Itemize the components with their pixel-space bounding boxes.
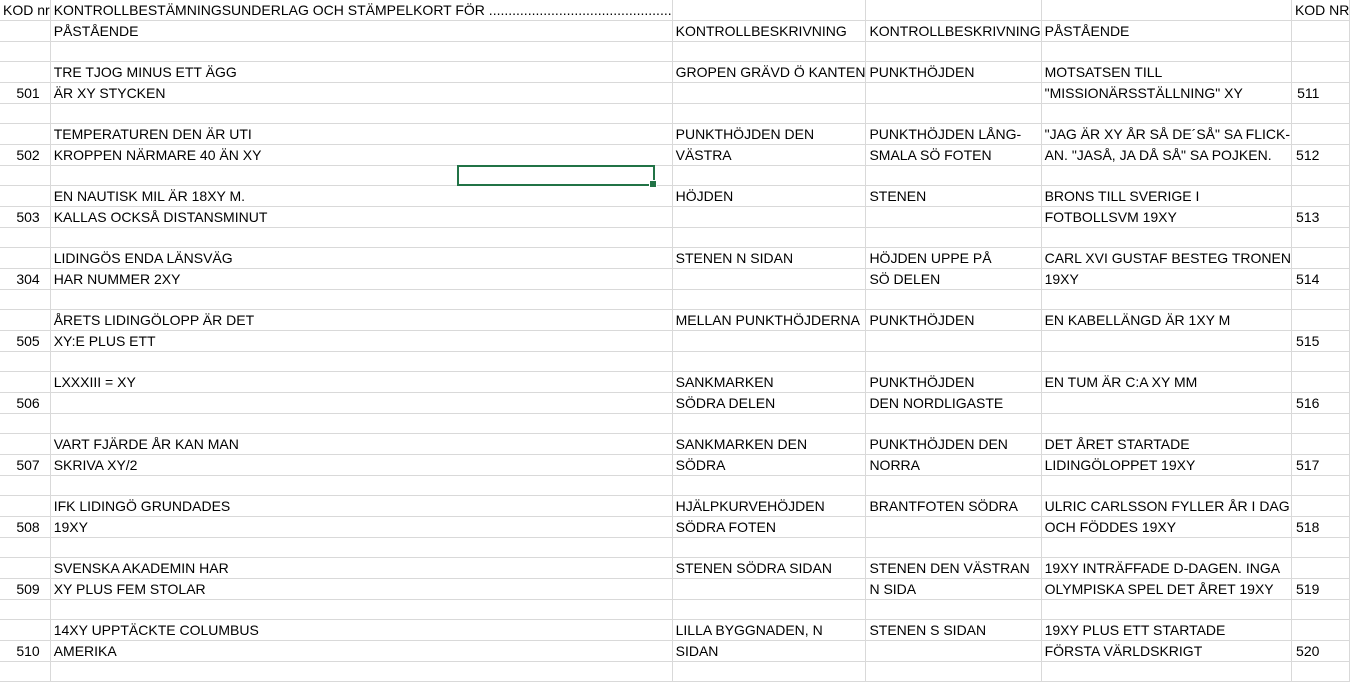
table-row: [0, 372, 1350, 393]
cell[interactable]: [866, 166, 1041, 186]
col-header-kontrollbeskrivning-1[interactable]: KONTROLLBESKRIVNING: [672, 21, 866, 42]
table-row: [0, 579, 1350, 600]
statement-cell[interactable]: BRONS TILL SVERIGE I: [1041, 186, 1291, 207]
cell[interactable]: [0, 310, 50, 331]
statement-cell[interactable]: 19XY: [50, 517, 672, 538]
cell[interactable]: [1291, 538, 1349, 558]
cell[interactable]: [672, 290, 866, 310]
code-number-left[interactable]: 503: [0, 207, 50, 228]
control-description-cell[interactable]: NORRA: [866, 455, 1041, 476]
control-description-cell[interactable]: [672, 269, 866, 290]
cell[interactable]: [672, 166, 866, 186]
code-number-left[interactable]: 510: [0, 641, 50, 662]
statement-cell[interactable]: EN NAUTISK MIL ÄR 18XY M.: [50, 186, 672, 207]
cell[interactable]: [866, 662, 1041, 682]
table-row: [0, 393, 1350, 414]
cell[interactable]: [672, 228, 866, 248]
cell[interactable]: [1291, 476, 1349, 496]
control-description-cell[interactable]: STENEN N SIDAN: [672, 248, 866, 269]
cell[interactable]: [1291, 558, 1349, 579]
code-number-right[interactable]: 518: [1291, 517, 1349, 538]
cell[interactable]: [1041, 0, 1291, 21]
cell[interactable]: [866, 104, 1041, 124]
code-number-right[interactable]: 515: [1291, 331, 1349, 352]
control-description-cell[interactable]: [866, 331, 1041, 352]
cell[interactable]: [1041, 166, 1291, 186]
col-header-pastaende-2[interactable]: PÅSTÅENDE: [1041, 21, 1291, 42]
cell[interactable]: [1291, 600, 1349, 620]
control-description-cell[interactable]: [672, 207, 866, 228]
code-number-left[interactable]: 506: [0, 393, 50, 414]
cell[interactable]: [50, 352, 672, 372]
control-description-cell[interactable]: PUNKTHÖJDEN: [866, 310, 1041, 331]
statement-cell[interactable]: [50, 393, 672, 414]
cell[interactable]: [50, 228, 672, 248]
control-description-cell[interactable]: STENEN DEN VÄSTRAN: [866, 558, 1041, 579]
table-row: [0, 331, 1350, 352]
cell[interactable]: [50, 104, 672, 124]
code-number-left[interactable]: 508: [0, 517, 50, 538]
statement-cell[interactable]: TEMPERATUREN DEN ÄR UTI: [50, 124, 672, 145]
code-number-right[interactable]: 519: [1291, 579, 1349, 600]
table-row: [0, 517, 1350, 538]
statement-cell[interactable]: ULRIC CARLSSON FYLLER ÅR I DAG: [1041, 496, 1291, 517]
table-row: [0, 145, 1350, 166]
control-description-cell[interactable]: [866, 517, 1041, 538]
statement-cell[interactable]: OLYMPISKA SPEL DET ÅRET 19XY: [1041, 579, 1291, 600]
cell[interactable]: [0, 496, 50, 517]
cell[interactable]: [0, 538, 50, 558]
sheet-title[interactable]: KONTROLLBESTÄMNINGSUNDERLAG OCH STÄMPELKORT FÖR ...............................................: [50, 0, 672, 21]
cell[interactable]: [1291, 372, 1349, 393]
control-description-cell[interactable]: PUNKTHÖJDEN DEN: [672, 124, 866, 145]
code-number-right[interactable]: 520: [1291, 641, 1349, 662]
statement-cell[interactable]: "MISSIONÄRSSTÄLLNING" XY: [1041, 83, 1291, 104]
cell[interactable]: [1291, 62, 1349, 83]
cell[interactable]: [672, 0, 866, 21]
cell[interactable]: [672, 662, 866, 682]
control-description-cell[interactable]: GROPEN GRÄVD Ö KANTEN: [672, 62, 866, 83]
blank-row: [0, 662, 1350, 682]
table-row: [0, 558, 1350, 579]
statement-cell[interactable]: KROPPEN NÄRMARE 40 ÄN XY: [50, 145, 672, 166]
control-description-cell[interactable]: PUNKTHÖJDEN: [866, 62, 1041, 83]
cell[interactable]: [866, 476, 1041, 496]
statement-cell[interactable]: AMERIKA: [50, 641, 672, 662]
control-description-cell[interactable]: SÖDRA DELEN: [672, 393, 866, 414]
control-description-cell[interactable]: PUNKTHÖJDEN LÅNG-: [866, 124, 1041, 145]
statement-cell[interactable]: KALLAS OCKSÅ DISTANSMINUT: [50, 207, 672, 228]
table-row: [0, 455, 1350, 476]
control-description-cell[interactable]: SÖDRA FOTEN: [672, 517, 866, 538]
blank-row: [0, 166, 1350, 186]
cell[interactable]: [50, 538, 672, 558]
cell[interactable]: [0, 290, 50, 310]
code-number-left[interactable]: 501: [0, 83, 50, 104]
control-description-cell[interactable]: DEN NORDLIGASTE: [866, 393, 1041, 414]
blank-row: [0, 414, 1350, 434]
code-number-right[interactable]: 511: [1291, 83, 1349, 104]
statement-cell[interactable]: DET ÅRET STARTADE: [1041, 434, 1291, 455]
statement-cell[interactable]: HAR NUMMER 2XY: [50, 269, 672, 290]
statement-cell[interactable]: EN TUM ÄR C:A XY MM: [1041, 372, 1291, 393]
cell[interactable]: [866, 42, 1041, 62]
code-number-left[interactable]: 509: [0, 579, 50, 600]
cell[interactable]: [1041, 42, 1291, 62]
cell[interactable]: [1041, 414, 1291, 434]
cell[interactable]: [1291, 228, 1349, 248]
cell[interactable]: [1041, 600, 1291, 620]
blank-row: [0, 352, 1350, 372]
control-description-cell[interactable]: [672, 83, 866, 104]
blank-row: [0, 42, 1350, 62]
cell[interactable]: [1291, 166, 1349, 186]
cell[interactable]: [1041, 228, 1291, 248]
cell[interactable]: [866, 290, 1041, 310]
control-description-cell[interactable]: N SIDA: [866, 579, 1041, 600]
blank-row: [0, 104, 1350, 124]
cell[interactable]: [1041, 476, 1291, 496]
cell[interactable]: [672, 538, 866, 558]
statement-cell[interactable]: VART FJÄRDE ÅR KAN MAN: [50, 434, 672, 455]
statement-cell[interactable]: IFK LIDINGÖ GRUNDADES: [50, 496, 672, 517]
column-header-row: [0, 21, 1350, 42]
statement-cell[interactable]: CARL XVI GUSTAF BESTEG TRONEN: [1041, 248, 1291, 269]
cell[interactable]: [0, 166, 50, 186]
control-description-cell[interactable]: VÄSTRA: [672, 145, 866, 166]
code-number-left[interactable]: 505: [0, 331, 50, 352]
cell[interactable]: [866, 352, 1041, 372]
cell[interactable]: [0, 414, 50, 434]
control-description-cell[interactable]: SIDAN: [672, 641, 866, 662]
statement-cell[interactable]: FÖRSTA VÄRLDSKRIGT: [1041, 641, 1291, 662]
cell[interactable]: [1291, 21, 1349, 42]
statement-cell[interactable]: ÄR XY STYCKEN: [50, 83, 672, 104]
control-description-cell[interactable]: PUNKTHÖJDEN DEN: [866, 434, 1041, 455]
control-description-cell[interactable]: MELLAN PUNKTHÖJDERNA: [672, 310, 866, 331]
cell[interactable]: [866, 600, 1041, 620]
cell[interactable]: [1291, 434, 1349, 455]
cell[interactable]: [1291, 42, 1349, 62]
cell[interactable]: [50, 662, 672, 682]
kod-nr-left-header[interactable]: KOD nr: [0, 0, 50, 21]
statement-cell[interactable]: XY:E PLUS ETT: [50, 331, 672, 352]
table-row: [0, 186, 1350, 207]
table-row: [0, 269, 1350, 290]
table-row: [0, 248, 1350, 269]
statement-cell[interactable]: OCH FÖDDES 19XY: [1041, 517, 1291, 538]
statement-cell[interactable]: AN. "JASÅ, JA DÅ SÅ" SA POJKEN.: [1041, 145, 1291, 166]
statement-cell[interactable]: MOTSATSEN TILL: [1041, 62, 1291, 83]
table-row: [0, 496, 1350, 517]
statement-cell[interactable]: SKRIVA XY/2: [50, 455, 672, 476]
cell[interactable]: [0, 21, 50, 42]
control-description-cell[interactable]: SÖ DELEN: [866, 269, 1041, 290]
cell[interactable]: [1291, 186, 1349, 207]
cell[interactable]: [0, 372, 50, 393]
control-description-cell[interactable]: SANKMARKEN DEN: [672, 434, 866, 455]
cell[interactable]: [672, 476, 866, 496]
cell[interactable]: [1291, 124, 1349, 145]
control-description-cell[interactable]: LILLA BYGGNADEN, N: [672, 620, 866, 641]
blank-row: [0, 290, 1350, 310]
control-description-cell[interactable]: STENEN S SIDAN: [866, 620, 1041, 641]
kod-nr-right-header[interactable]: KOD NR: [1291, 0, 1349, 21]
statement-cell[interactable]: SVENSKA AKADEMIN HAR: [50, 558, 672, 579]
table-row: [0, 620, 1350, 641]
statement-cell[interactable]: EN KABELLÄNGD ÄR 1XY M: [1041, 310, 1291, 331]
cell[interactable]: [866, 414, 1041, 434]
table-row: [0, 641, 1350, 662]
code-number-right[interactable]: 516: [1291, 393, 1349, 414]
cell[interactable]: [0, 434, 50, 455]
cell[interactable]: [0, 600, 50, 620]
control-description-cell[interactable]: [672, 331, 866, 352]
cell[interactable]: [1291, 104, 1349, 124]
table-row: [0, 62, 1350, 83]
code-number-left[interactable]: 502: [0, 145, 50, 166]
cell[interactable]: [0, 248, 50, 269]
cell[interactable]: [672, 42, 866, 62]
cell[interactable]: [672, 352, 866, 372]
cell[interactable]: [672, 414, 866, 434]
cell[interactable]: [1291, 662, 1349, 682]
cell[interactable]: [50, 476, 672, 496]
cell[interactable]: [0, 62, 50, 83]
control-description-cell[interactable]: STENEN SÖDRA SIDAN: [672, 558, 866, 579]
statement-cell[interactable]: FOTBOLLSVM 19XY: [1041, 207, 1291, 228]
header-row: [0, 0, 1350, 21]
table-row: [0, 83, 1350, 104]
cell[interactable]: [0, 186, 50, 207]
statement-cell[interactable]: 19XY PLUS ETT STARTADE: [1041, 620, 1291, 641]
statement-cell[interactable]: XY PLUS FEM STOLAR: [50, 579, 672, 600]
statement-cell[interactable]: TRE TJOG MINUS ETT ÄGG: [50, 62, 672, 83]
cell[interactable]: [1041, 352, 1291, 372]
cell[interactable]: [1291, 414, 1349, 434]
blank-row: [0, 538, 1350, 558]
cell[interactable]: [1041, 290, 1291, 310]
cell[interactable]: [1291, 352, 1349, 372]
control-description-cell[interactable]: HJÄLPKURVEHÖJDEN: [672, 496, 866, 517]
code-number-left[interactable]: 507: [0, 455, 50, 476]
control-description-cell[interactable]: [866, 207, 1041, 228]
cell[interactable]: [0, 228, 50, 248]
cell[interactable]: [1041, 104, 1291, 124]
table-row: [0, 124, 1350, 145]
statement-cell[interactable]: 19XY: [1041, 269, 1291, 290]
cell[interactable]: [1041, 662, 1291, 682]
cell[interactable]: [0, 42, 50, 62]
cell[interactable]: [866, 0, 1041, 21]
cell[interactable]: [0, 124, 50, 145]
code-number-right[interactable]: 513: [1291, 207, 1349, 228]
cell[interactable]: [1041, 538, 1291, 558]
statement-cell[interactable]: "JAG ÄR XY ÅR SÅ DE´SÅ" SA FLICK-: [1041, 124, 1291, 145]
cell[interactable]: [50, 42, 672, 62]
control-description-cell[interactable]: SMALA SÖ FOTEN: [866, 145, 1041, 166]
control-description-cell[interactable]: SÖDRA: [672, 455, 866, 476]
cell[interactable]: [866, 228, 1041, 248]
cell[interactable]: [866, 538, 1041, 558]
cell[interactable]: [1291, 620, 1349, 641]
control-description-cell[interactable]: HÖJDEN: [672, 186, 866, 207]
statement-cell[interactable]: LIDINGÖLOPPET 19XY: [1041, 455, 1291, 476]
control-description-cell[interactable]: [866, 83, 1041, 104]
table-row: [0, 310, 1350, 331]
col-header-kontrollbeskrivning-2[interactable]: KONTROLLBESKRIVNING: [866, 21, 1041, 42]
control-description-cell[interactable]: [672, 579, 866, 600]
cell[interactable]: [0, 662, 50, 682]
code-number-right[interactable]: 512: [1291, 145, 1349, 166]
cell[interactable]: [672, 104, 866, 124]
cell[interactable]: [1291, 310, 1349, 331]
cell[interactable]: [50, 600, 672, 620]
table-row: [0, 207, 1350, 228]
control-description-cell[interactable]: STENEN: [866, 186, 1041, 207]
cell[interactable]: [50, 166, 672, 186]
statement-cell[interactable]: 19XY INTRÄFFADE D-DAGEN. INGA: [1041, 558, 1291, 579]
statement-cell[interactable]: [1041, 331, 1291, 352]
cell[interactable]: [0, 620, 50, 641]
statement-cell[interactable]: LXXXIII = XY: [50, 372, 672, 393]
code-number-right[interactable]: 514: [1291, 269, 1349, 290]
cell[interactable]: [0, 352, 50, 372]
control-description-cell[interactable]: BRANTFOTEN SÖDRA: [866, 496, 1041, 517]
cell[interactable]: [50, 290, 672, 310]
table-row: [0, 434, 1350, 455]
control-description-cell[interactable]: PUNKTHÖJDEN: [866, 372, 1041, 393]
code-number-right[interactable]: 517: [1291, 455, 1349, 476]
cell[interactable]: [1291, 496, 1349, 517]
cell[interactable]: [0, 104, 50, 124]
control-description-cell[interactable]: HÖJDEN UPPE PÅ: [866, 248, 1041, 269]
code-number-left[interactable]: 304: [0, 269, 50, 290]
blank-row: [0, 600, 1350, 620]
statement-cell[interactable]: LIDINGÖS ENDA LÄNSVÄG: [50, 248, 672, 269]
control-description-cell[interactable]: [866, 641, 1041, 662]
cell[interactable]: [1291, 248, 1349, 269]
statement-cell[interactable]: ÅRETS LIDINGÖLOPP ÄR DET: [50, 310, 672, 331]
control-description-cell[interactable]: SANKMARKEN: [672, 372, 866, 393]
cell[interactable]: [0, 558, 50, 579]
blank-row: [0, 228, 1350, 248]
cell[interactable]: [0, 476, 50, 496]
statement-cell[interactable]: [1041, 393, 1291, 414]
col-header-pastaende-1[interactable]: PÅSTÅENDE: [50, 21, 672, 42]
cell[interactable]: [672, 600, 866, 620]
cell[interactable]: [1291, 290, 1349, 310]
blank-row: [0, 476, 1350, 496]
cell[interactable]: [50, 414, 672, 434]
statement-cell[interactable]: 14XY UPPTÄCKTE COLUMBUS: [50, 620, 672, 641]
